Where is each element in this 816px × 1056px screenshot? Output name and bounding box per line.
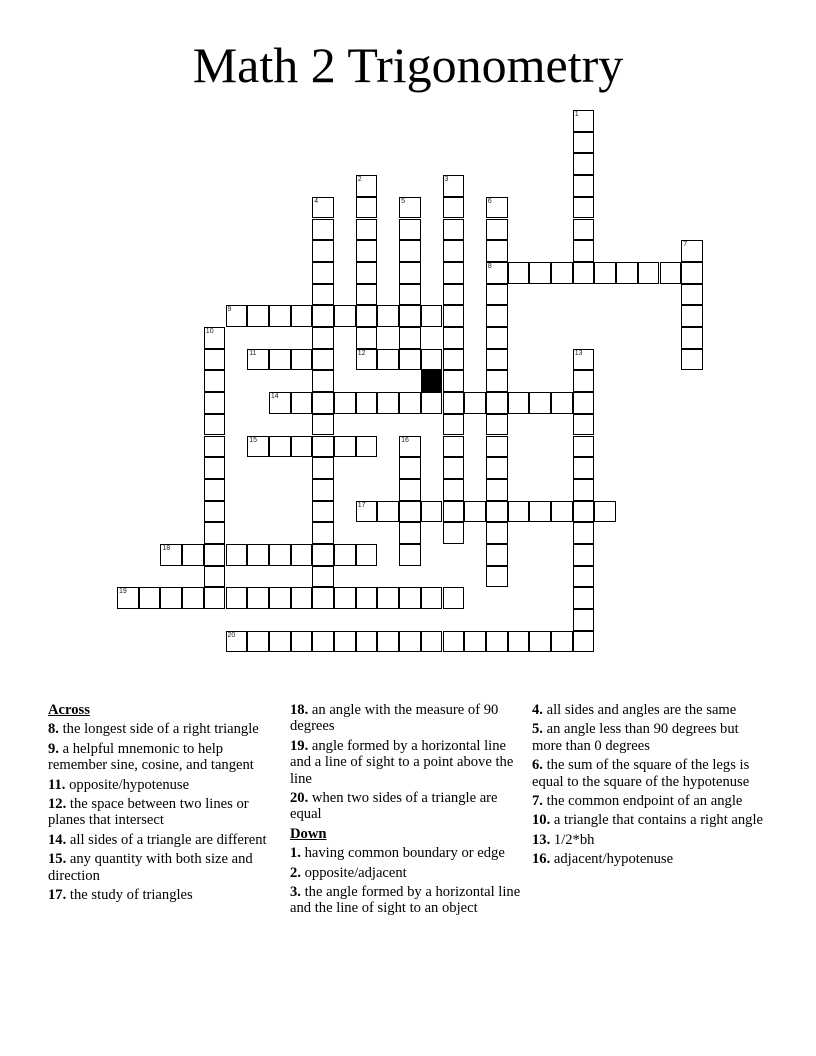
grid-cell[interactable] <box>464 501 486 523</box>
grid-cell[interactable] <box>551 392 573 414</box>
grid-cell[interactable] <box>269 587 291 609</box>
clue-number: 16. <box>532 851 551 868</box>
grid-cell[interactable] <box>399 219 421 241</box>
grid-cell[interactable] <box>486 392 508 414</box>
grid-cell[interactable] <box>356 544 378 566</box>
clue-text: the longest side of a right triangle <box>62 721 259 738</box>
clue-text: having common boundary or edge <box>304 845 505 862</box>
grid-cell[interactable] <box>291 349 313 371</box>
cell-number: 9 <box>227 306 232 314</box>
grid-cell[interactable] <box>573 414 595 436</box>
grid-cell[interactable] <box>312 479 334 501</box>
grid-cell[interactable] <box>291 436 313 458</box>
grid-cell[interactable] <box>334 631 356 653</box>
grid-cell[interactable] <box>204 436 226 458</box>
grid-cell[interactable] <box>356 436 378 458</box>
grid-cell[interactable] <box>312 392 334 414</box>
clue-item <box>290 790 522 823</box>
cell-number: 6 <box>487 197 492 205</box>
grid-cell[interactable] <box>356 392 378 414</box>
grid-cell[interactable] <box>399 587 421 609</box>
grid-cell[interactable] <box>486 414 508 436</box>
grid-cell[interactable] <box>204 522 226 544</box>
grid-cell[interactable] <box>421 501 443 523</box>
grid-cell[interactable] <box>421 392 443 414</box>
grid-cell[interactable] <box>160 587 182 609</box>
grid-cell[interactable] <box>573 566 595 588</box>
clue-text: all sides and angles are the same <box>546 702 737 718</box>
grid-cell[interactable] <box>356 175 378 197</box>
grid-cell[interactable] <box>247 436 269 458</box>
grid-cell[interactable] <box>681 305 703 327</box>
clue-item <box>532 721 764 754</box>
clue-item <box>290 738 522 787</box>
clue-item <box>48 887 280 903</box>
grid-cell[interactable] <box>594 262 616 284</box>
grid-cell[interactable] <box>573 479 595 501</box>
grid-cell[interactable] <box>291 631 313 653</box>
grid-cell[interactable] <box>573 631 595 653</box>
grid-cell[interactable] <box>681 327 703 349</box>
grid-cell[interactable] <box>247 631 269 653</box>
grid-cell[interactable] <box>486 436 508 458</box>
grid-cell[interactable] <box>356 262 378 284</box>
cell-number: 16 <box>401 436 409 444</box>
grid-cell[interactable] <box>312 327 334 349</box>
cell-number: 20 <box>227 631 236 639</box>
grid-cell[interactable] <box>464 392 486 414</box>
grid-cell[interactable] <box>681 284 703 306</box>
grid-cell[interactable] <box>247 587 269 609</box>
clue-number: 9. <box>48 740 59 757</box>
grid-cell[interactable] <box>312 587 334 609</box>
grid-cell[interactable] <box>399 197 421 219</box>
grid-cell[interactable] <box>464 631 486 653</box>
grid-cell[interactable] <box>443 284 465 306</box>
grid-cell[interactable] <box>573 197 595 219</box>
clue-text: an angle with the measure of 90 degrees <box>290 702 499 735</box>
grid-cell[interactable] <box>312 522 334 544</box>
grid-cell[interactable] <box>529 631 551 653</box>
grid-cell[interactable] <box>312 284 334 306</box>
grid-cell[interactable] <box>638 262 660 284</box>
grid-cell[interactable] <box>399 501 421 523</box>
grid-cell[interactable] <box>486 240 508 262</box>
grid-cell[interactable] <box>312 566 334 588</box>
grid-cell[interactable] <box>269 305 291 327</box>
grid-cell[interactable] <box>573 501 595 523</box>
grid-cell[interactable] <box>182 544 204 566</box>
clue-text: when two sides of a triangle are equal <box>290 790 498 823</box>
grid-cell[interactable] <box>616 262 638 284</box>
grid-cell[interactable] <box>269 436 291 458</box>
cell-number: 18 <box>162 545 171 552</box>
grid-cell[interactable] <box>529 262 551 284</box>
grid-cell[interactable] <box>334 392 356 414</box>
grid-cell[interactable] <box>573 436 595 458</box>
grid-cell[interactable] <box>508 262 530 284</box>
grid-cell[interactable] <box>226 631 248 653</box>
grid-cell[interactable] <box>312 262 334 284</box>
clue-text: angle formed by a horizontal line and a line of sight to a point above the line <box>290 737 514 787</box>
grid-cell[interactable] <box>486 631 508 653</box>
grid-cell[interactable] <box>573 544 595 566</box>
grid-cell[interactable] <box>312 544 334 566</box>
grid-cell[interactable] <box>443 305 465 327</box>
clue-text: any quantity with both size and direction <box>48 851 253 884</box>
grid-cell[interactable] <box>204 587 226 609</box>
grid-cell[interactable] <box>573 609 595 631</box>
grid-cell[interactable] <box>443 262 465 284</box>
grid-cell[interactable] <box>399 240 421 262</box>
cell-number: 8 <box>487 262 492 270</box>
grid-cell[interactable] <box>551 501 573 523</box>
clues-column-1 <box>48 702 280 906</box>
grid-cell[interactable] <box>508 392 530 414</box>
clue-number: 2. <box>290 864 301 881</box>
clue-number: 7. <box>532 793 543 810</box>
grid-cell[interactable] <box>508 631 530 653</box>
grid-cell[interactable] <box>356 197 378 219</box>
grid-cell[interactable] <box>443 392 465 414</box>
grid-cell[interactable] <box>573 349 595 371</box>
clue-item <box>48 796 280 829</box>
grid-cell[interactable] <box>486 501 508 523</box>
grid-cell[interactable] <box>204 566 226 588</box>
grid-cell[interactable] <box>421 305 443 327</box>
grid-cell[interactable] <box>377 392 399 414</box>
grid-cell[interactable] <box>356 219 378 241</box>
clue-item <box>290 865 522 881</box>
clue-number: 8. <box>48 721 59 738</box>
grid-cell[interactable] <box>594 501 616 523</box>
grid-cell[interactable] <box>139 587 161 609</box>
clue-number: 19. <box>290 737 309 754</box>
grid-cell[interactable] <box>356 284 378 306</box>
grid-cell[interactable] <box>269 631 291 653</box>
grid-cell[interactable] <box>377 501 399 523</box>
grid-cell[interactable] <box>486 262 508 284</box>
grid-cell[interactable] <box>291 392 313 414</box>
puzzle-title: Math 2 Trigonometry <box>192 37 624 93</box>
clue-text: opposite/hypotenuse <box>69 776 190 793</box>
grid-cell[interactable] <box>573 457 595 479</box>
grid-cell[interactable] <box>291 305 313 327</box>
grid-cell[interactable] <box>573 522 595 544</box>
grid-cell[interactable] <box>486 305 508 327</box>
grid-cell[interactable] <box>399 631 421 653</box>
grid-cell[interactable] <box>573 392 595 414</box>
grid-cell[interactable] <box>443 175 465 197</box>
grid-cell[interactable] <box>226 305 248 327</box>
grid-cell[interactable] <box>529 392 551 414</box>
grid-cell[interactable] <box>443 240 465 262</box>
grid-cell[interactable] <box>443 457 465 479</box>
grid-cell[interactable] <box>399 392 421 414</box>
clues-column-2 <box>290 702 522 920</box>
clue-text: the angle formed by a horizontal line and the line of sight to an object <box>290 884 521 917</box>
grid-cell[interactable] <box>204 501 226 523</box>
clue-text: an angle less than 90 degrees but more than 0 degrees <box>532 721 739 754</box>
grid-cell[interactable] <box>486 219 508 241</box>
grid-cell[interactable] <box>443 587 465 609</box>
clue-text: opposite/adjacent <box>304 864 407 881</box>
grid-cell[interactable] <box>312 631 334 653</box>
grid-cell[interactable] <box>399 349 421 371</box>
grid-cell[interactable] <box>421 631 443 653</box>
clue-number: 6. <box>532 757 543 774</box>
grid-cell[interactable] <box>486 349 508 371</box>
clue-text: the space between two lines or planes that intersect <box>48 796 249 829</box>
grid-cell[interactable] <box>421 349 443 371</box>
grid-cell[interactable] <box>204 327 226 349</box>
clue-text: the sum of the square of the legs is equal to the square of the hypotenuse <box>532 757 750 790</box>
clue-text: the common endpoint of an angle <box>546 793 743 810</box>
grid-cell[interactable] <box>356 349 378 371</box>
grid-cell[interactable] <box>377 305 399 327</box>
grid-cell[interactable] <box>443 479 465 501</box>
clue-number: 20. <box>290 790 309 807</box>
clue-number: 3. <box>290 884 301 901</box>
clue-item <box>290 884 522 917</box>
grid-cell[interactable] <box>399 457 421 479</box>
grid-cell[interactable] <box>399 522 421 544</box>
grid-cell[interactable] <box>247 305 269 327</box>
grid-cell[interactable] <box>443 349 465 371</box>
grid-cell[interactable] <box>551 631 573 653</box>
cell-number: 4 <box>314 197 319 205</box>
grid-cell[interactable] <box>443 370 465 392</box>
clue-text: 1/2*bh <box>553 831 595 848</box>
grid-cell[interactable] <box>681 262 703 284</box>
grid-cell[interactable] <box>486 327 508 349</box>
grid-cell[interactable] <box>291 587 313 609</box>
grid-cell[interactable] <box>573 175 595 197</box>
clue-text: adjacent/hypotenuse <box>553 851 674 868</box>
clue-item <box>48 832 280 848</box>
grid-cell[interactable] <box>182 587 204 609</box>
grid-cell[interactable] <box>226 587 248 609</box>
clue-item <box>532 832 764 848</box>
grid-cell[interactable] <box>660 262 682 284</box>
grid-cell[interactable] <box>486 479 508 501</box>
cell-number: 15 <box>249 436 257 444</box>
clue-text: all sides of a triangle are different <box>69 831 267 848</box>
clue-text: a triangle that contains a right angle <box>553 812 764 829</box>
cell-number: 12 <box>357 349 366 357</box>
grid-cell[interactable] <box>312 414 334 436</box>
grid-cell[interactable] <box>226 544 248 566</box>
grid-cell[interactable] <box>269 544 291 566</box>
grid-cell[interactable] <box>204 544 226 566</box>
grid-cell[interactable] <box>356 327 378 349</box>
grid-cell[interactable] <box>486 544 508 566</box>
grid-cell[interactable] <box>312 436 334 458</box>
clue-item <box>532 702 764 718</box>
clue-item <box>532 812 764 828</box>
grid-cell[interactable] <box>443 436 465 458</box>
grid-cell[interactable] <box>312 197 334 219</box>
clue-text: a helpful mnemonic to help remember sine, cosine, and tangent <box>48 740 254 774</box>
clue-number: 14. <box>48 831 67 848</box>
grid-cell[interactable] <box>573 132 595 154</box>
grid-cell[interactable] <box>377 349 399 371</box>
black-square <box>421 370 443 392</box>
grid-cell[interactable] <box>443 219 465 241</box>
cell-number: 17 <box>357 501 366 509</box>
grid-cell[interactable] <box>312 501 334 523</box>
grid-cell[interactable] <box>334 544 356 566</box>
grid-cell[interactable] <box>681 240 703 262</box>
clue-item <box>290 845 522 861</box>
grid-cell[interactable] <box>486 522 508 544</box>
clue-number: 10. <box>532 812 551 829</box>
grid-cell[interactable] <box>508 501 530 523</box>
clue-number: 15. <box>48 851 67 868</box>
cell-number: 2 <box>357 176 362 184</box>
grid-cell[interactable] <box>573 587 595 609</box>
clue-item <box>48 851 280 884</box>
grid-cell[interactable] <box>312 305 334 327</box>
grid-cell[interactable] <box>356 501 378 523</box>
clue-number: 4. <box>532 702 543 718</box>
cell-number: 10 <box>205 328 214 335</box>
grid-cell[interactable] <box>443 501 465 523</box>
clue-number: 18. <box>290 702 309 718</box>
grid-cell[interactable] <box>160 544 182 566</box>
grid-cell[interactable] <box>486 457 508 479</box>
grid-cell[interactable] <box>356 631 378 653</box>
grid-cell[interactable] <box>486 370 508 392</box>
grid-cell[interactable] <box>573 240 595 262</box>
grid-cell[interactable] <box>312 219 334 241</box>
clue-text: the study of triangles <box>69 887 193 904</box>
grid-cell[interactable] <box>443 414 465 436</box>
grid-cell[interactable] <box>399 262 421 284</box>
grid-cell[interactable] <box>312 240 334 262</box>
grid-cell[interactable] <box>204 392 226 414</box>
grid-cell[interactable] <box>399 544 421 566</box>
clue-item <box>48 777 280 793</box>
grid-cell[interactable] <box>334 587 356 609</box>
grid-cell[interactable] <box>269 349 291 371</box>
grid-cell[interactable] <box>269 392 291 414</box>
grid-cell[interactable] <box>486 284 508 306</box>
cell-number: 19 <box>119 588 127 596</box>
grid-cell[interactable] <box>573 262 595 284</box>
clue-item <box>48 721 280 737</box>
grid-cell[interactable] <box>443 327 465 349</box>
grid-cell[interactable] <box>443 522 465 544</box>
grid-cell[interactable] <box>399 327 421 349</box>
grid-cell[interactable] <box>312 370 334 392</box>
grid-cell[interactable] <box>312 349 334 371</box>
grid-cell[interactable] <box>399 305 421 327</box>
cell-number: 14 <box>270 393 279 401</box>
grid-cell[interactable] <box>377 587 399 609</box>
grid-cell[interactable] <box>421 587 443 609</box>
grid-cell[interactable] <box>247 544 269 566</box>
grid-cell[interactable] <box>486 197 508 219</box>
grid-cell[interactable] <box>443 197 465 219</box>
cell-number: 5 <box>401 197 405 205</box>
grid-cell[interactable] <box>204 349 226 371</box>
clue-number: 17. <box>48 887 67 904</box>
clue-item <box>532 851 764 867</box>
grid-cell[interactable] <box>204 414 226 436</box>
grid-cell[interactable] <box>573 153 595 175</box>
grid-cell[interactable] <box>312 457 334 479</box>
grid-cell[interactable] <box>573 370 595 392</box>
grid-cell[interactable] <box>573 110 595 132</box>
clue-item <box>48 741 280 774</box>
grid-cell[interactable] <box>551 262 573 284</box>
grid-cell[interactable] <box>399 436 421 458</box>
grid-cell[interactable] <box>377 631 399 653</box>
clue-number: 13. <box>532 831 551 848</box>
grid-cell[interactable] <box>681 349 703 371</box>
clue-item <box>532 793 764 809</box>
grid-cell[interactable] <box>399 479 421 501</box>
grid-cell[interactable] <box>247 349 269 371</box>
grid-cell[interactable] <box>204 457 226 479</box>
grid-cell[interactable] <box>334 305 356 327</box>
clue-number: 12. <box>48 796 67 813</box>
across-heading: Across <box>48 702 90 718</box>
grid-cell[interactable] <box>117 587 139 609</box>
down-heading: Down <box>290 825 327 842</box>
grid-cell[interactable] <box>356 305 378 327</box>
grid-cell[interactable] <box>529 501 551 523</box>
clues-column-3 <box>532 702 764 871</box>
grid-cell[interactable] <box>573 219 595 241</box>
cell-number: 11 <box>249 349 257 357</box>
clue-item <box>532 757 764 790</box>
grid-cell[interactable] <box>356 240 378 262</box>
grid-cell[interactable] <box>204 479 226 501</box>
grid-cell[interactable] <box>291 544 313 566</box>
grid-cell[interactable] <box>443 631 465 653</box>
grid-cell[interactable] <box>356 587 378 609</box>
grid-cell[interactable] <box>486 566 508 588</box>
clue-number: 11. <box>48 776 66 793</box>
cell-number: 13 <box>574 349 583 357</box>
clue-number: 5. <box>532 721 543 738</box>
grid-cell[interactable] <box>334 436 356 458</box>
grid-cell[interactable] <box>399 284 421 306</box>
cell-number: 7 <box>683 241 688 249</box>
clue-number: 1. <box>290 845 301 862</box>
cell-number: 3 <box>444 176 449 184</box>
grid-cell[interactable] <box>204 370 226 392</box>
clue-item <box>290 702 522 735</box>
cell-number: 1 <box>574 111 579 118</box>
